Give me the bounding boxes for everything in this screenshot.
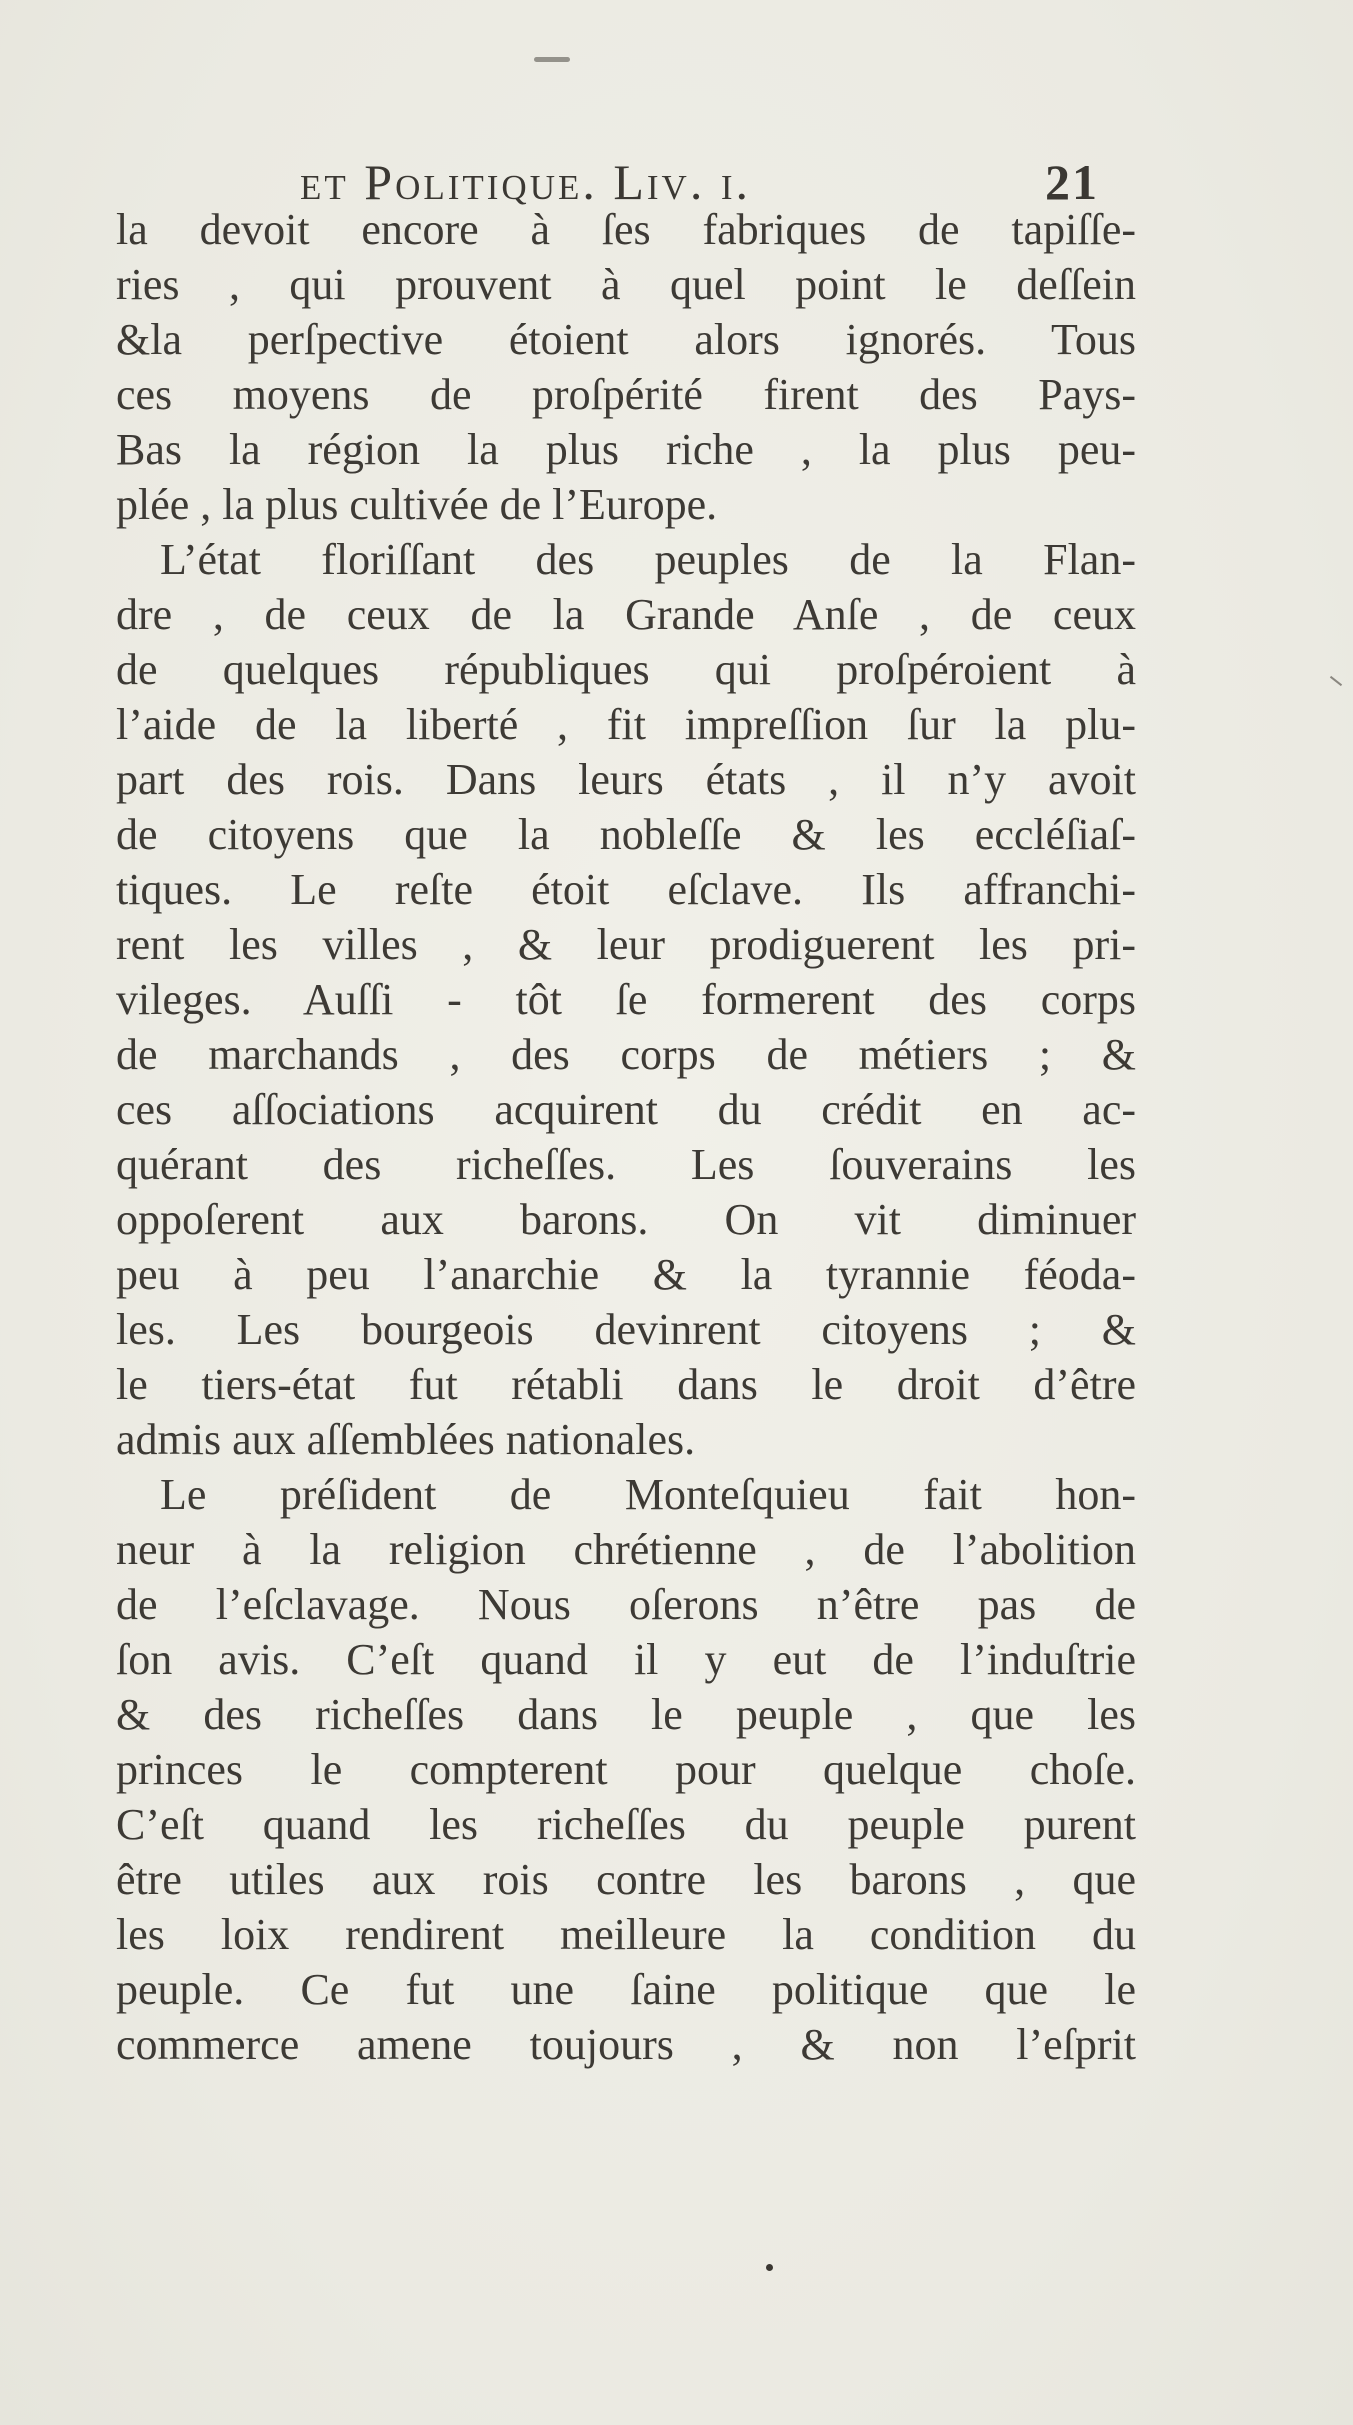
- text-line: Le préſident de Monteſquieu fait hon-: [160, 1470, 1136, 1519]
- text-line: l’aide de la liberté , fit impreſſion ſur la plu-: [116, 700, 1136, 749]
- text-line: C’eſt quand les richeſſes du peuple purent: [116, 1800, 1136, 1849]
- text-line: oppoſerent aux barons. On vit diminuer: [116, 1195, 1136, 1244]
- text-line: commerce amene toujours , & non l’eſprit: [116, 2020, 1136, 2069]
- text-line: peu à peu l’anarchie & la tyrannie féoda-: [116, 1250, 1136, 1299]
- running-head-title: et Politique. Liv. i.: [300, 154, 751, 210]
- text-line: de l’eſclavage. Nous oſerons n’être pas de: [116, 1580, 1136, 1629]
- text-line: de citoyens que la nobleſſe & les eccléſiaſ-: [116, 810, 1136, 859]
- ink-mark: [534, 57, 570, 62]
- text-line: rent les villes , & leur prodiguerent les pri-: [116, 920, 1136, 969]
- text-line: quérant des richeſſes. Les ſouverains les: [116, 1140, 1136, 1189]
- text-line: ces aſſociations acquirent du crédit en ac-: [116, 1085, 1136, 1134]
- text-line: &la perſpective étoient alors ignorés. Tous: [116, 315, 1136, 364]
- text-line: de quelques républiques qui proſpéroient à: [116, 645, 1136, 694]
- ink-speck: [766, 2264, 773, 2271]
- text-line: vileges. Auſſi - tôt ſe formerent des corps: [116, 975, 1136, 1024]
- text-line: la devoit encore à ſes fabriques de tapiſſe-: [116, 205, 1136, 254]
- text-line: admis aux aſſemblées nationales.: [116, 1415, 696, 1464]
- body-text: [116, 202, 1136, 2072]
- text-line: princes le compterent pour quelque choſe.: [116, 1745, 1136, 1794]
- text-line: tiques. Le reſte étoit eſclave. Ils affranchi-: [116, 865, 1136, 914]
- text-line: neur à la religion chrétienne , de l’abolition: [116, 1525, 1136, 1574]
- page-number: 21: [1045, 154, 1099, 210]
- text-line: plée , la plus cultivée de l’Europe.: [116, 480, 718, 529]
- text-line: ries , qui prouvent à quel point le deſſein: [116, 260, 1136, 309]
- text-line: les loix rendirent meilleure la condition du: [116, 1910, 1136, 1959]
- text-line: ces moyens de proſpérité firent des Pays-: [116, 370, 1136, 419]
- text-line: ſon avis. C’eſt quand il y eut de l’induſtrie: [116, 1635, 1136, 1684]
- text-line: dre , de ceux de la Grande Anſe , de ceux: [116, 590, 1136, 639]
- text-line: être utiles aux rois contre les barons , que: [116, 1855, 1136, 1904]
- text-line: peuple. Ce fut une ſaine politique que le: [116, 1965, 1136, 2014]
- ink-mark: [1330, 676, 1342, 686]
- text-line: part des rois. Dans leurs états , il n’y avoit: [116, 755, 1136, 804]
- text-line: le tiers-état fut rétabli dans le droit d’être: [116, 1360, 1136, 1409]
- text-line: de marchands , des corps de métiers ; &: [116, 1030, 1136, 1079]
- text-line: L’état floriſſant des peuples de la Flan-: [160, 535, 1136, 584]
- text-line: les. Les bourgeois devinrent citoyens ; &: [116, 1305, 1136, 1354]
- text-line: & des richeſſes dans le peuple , que les: [116, 1690, 1136, 1739]
- text-line: Bas la région la plus riche , la plus peu-: [116, 425, 1136, 474]
